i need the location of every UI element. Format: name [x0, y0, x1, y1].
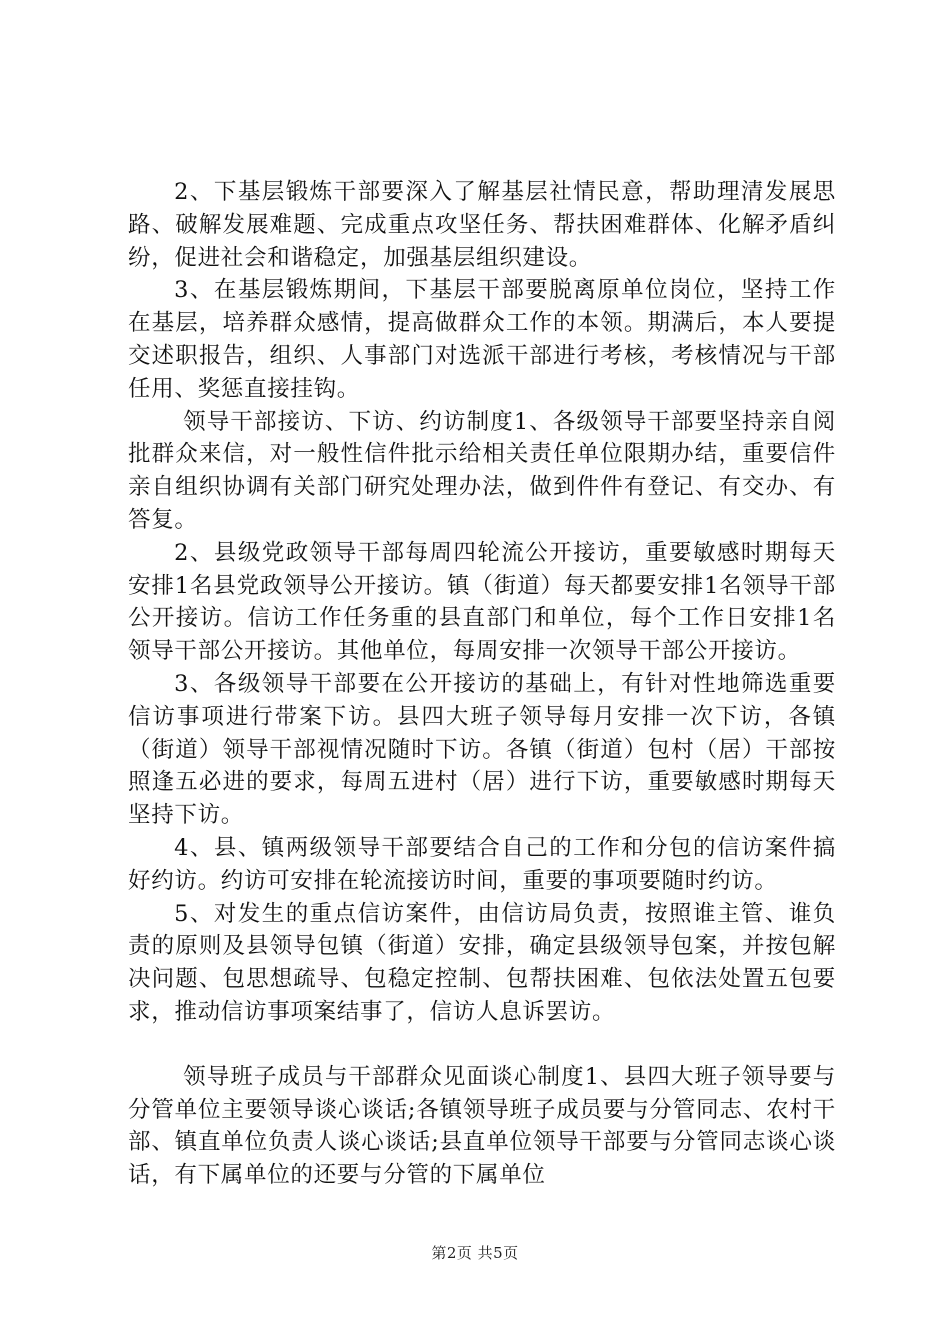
- paragraph-spacer: [128, 1029, 836, 1061]
- page-footer: 第2页 共5页: [431, 1244, 519, 1262]
- paragraph-item-2: 2、下基层锻炼干部要深入了解基层社情民意，帮助理清发展思路、破解发展难题、完成重点攻坚任务、帮扶困难群体、化解矛盾纠纷，促进社会和谐稳定，加强基层组织建设。: [128, 179, 836, 271]
- paragraph-visit-item-2: 2、县级党政领导干部每周四轮流公开接访，重要敏感时期每天安排1名县党政领导公开接访。镇（街道）每天都要安排1名领导干部公开接访。信访工作任务重的县直部门和单位，每个工作日安排1名领导干部公开接访。其他单位，每周安排一次领导干部公开接访。: [128, 539, 836, 665]
- paragraph-visit-item-4: 4、县、镇两级领导干部要结合自己的工作和分包的信访案件搞好约访。约访可安排在轮流接访时间，重要的事项要随时约访。: [128, 834, 836, 894]
- paragraph-visit-system: 领导干部接访、下访、约访制度1、各级领导干部要坚持亲自阅批群众来信，对一般性信件批示给相关责任单位限期办结，重要信件亲自组织协调有关部门研究处理办法，做到件件有登记、有交办、有答复。: [128, 408, 836, 533]
- paragraph-talk-system: 领导班子成员与干部群众见面谈心制度1、县四大班子领导要与分管单位主要领导谈心谈话;各镇领导班子成员要与分管同志、农村干部、镇直单位负责人谈心谈话;县直单位领导干部要与分管同志谈心谈话，有下属单位的还要与分管的下属单位: [128, 1063, 836, 1189]
- document-body: [128, 176, 836, 1192]
- paragraph-visit-item-5: 5、对发生的重点信访案件，由信访局负责，按照谁主管、谁负责的原则及县领导包镇（街道）安排，确定县级领导包案，并按包解决问题、包思想疏导、包稳定控制、包帮扶困难、包依法处置五包要求，推动信访事项案结事了，信访人息诉罢访。: [128, 900, 836, 1025]
- paragraph-item-3: 3、在基层锻炼期间，下基层干部要脱离原单位岗位，坚持工作在基层，培养群众感情，提高做群众工作的本领。期满后，本人要提交述职报告，组织、人事部门对选派干部进行考核，考核情况与干部任用、奖惩直接挂钩。: [128, 277, 836, 402]
- paragraph-visit-item-3: 3、各级领导干部要在公开接访的基础上，有针对性地筛选重要信访事项进行带案下访。县四大班子领导每月安排一次下访，各镇（街道）领导干部视情况随时下访。各镇（街道）包村（居）干部按照逢五必进的要求，每周五进村（居）进行下访，重要敏感时期每天坚持下访。: [128, 670, 836, 829]
